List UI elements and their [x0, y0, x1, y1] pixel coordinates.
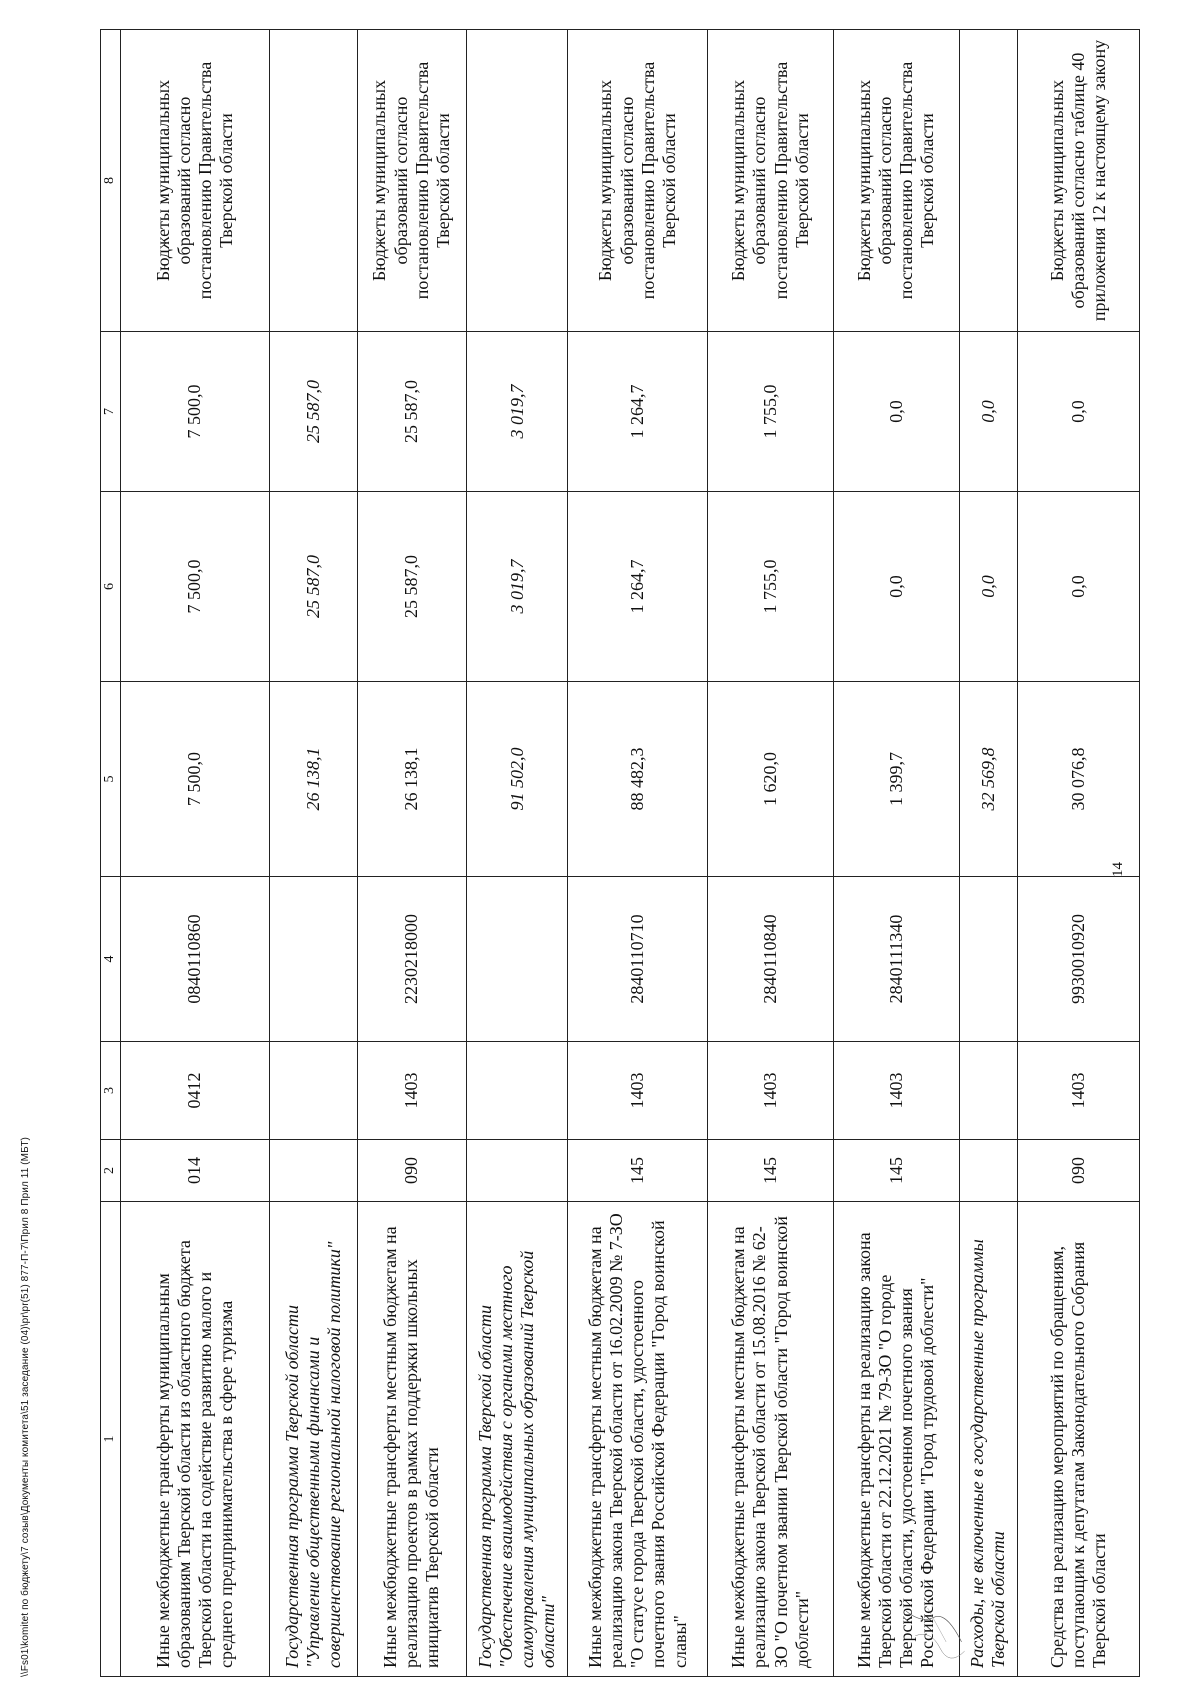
row-target-code: 9930010920 — [1018, 877, 1140, 1042]
row-amount-1: 91 502,0 — [467, 682, 568, 877]
row-recipient: Бюджеты муниципальных образований согласно постановлению Правительства Тверской области — [833, 30, 959, 332]
row-amount-3: 1 755,0 — [708, 332, 834, 492]
row-section-code — [270, 1042, 357, 1140]
row-ministry-code: 014 — [120, 1140, 270, 1202]
row-section-code — [959, 1042, 1018, 1140]
row-amount-3: 3 019,7 — [467, 332, 568, 492]
row-description: Средства на реализацию мероприятий по обращениям, поступающим к депутатам Законодательного Собрания Тверской области — [1018, 1202, 1140, 1677]
row-recipient: Бюджеты муниципальных образований согласно постановлению Правительства Тверской области — [120, 30, 270, 332]
row-amount-3: 7 500,0 — [120, 332, 270, 492]
row-ministry-code: 145 — [833, 1140, 959, 1202]
table-row — [357, 30, 466, 1677]
row-section-code: 1403 — [708, 1042, 834, 1140]
row-amount-3: 25 587,0 — [270, 332, 357, 492]
row-target-code: 2230218000 — [357, 877, 466, 1042]
col-header-2: 2 — [101, 1140, 121, 1202]
row-amount-2: 1 755,0 — [708, 492, 834, 682]
table-row — [708, 30, 834, 1677]
row-ministry-code — [467, 1140, 568, 1202]
row-recipient: Бюджеты муниципальных образований согласно таблице 40 приложения 12 к настоящему закону — [1018, 30, 1140, 332]
row-ministry-code: 145 — [708, 1140, 834, 1202]
row-description: Государственная программа Тверской области "Обеспечение взаимодействия с органами местного самоуправления муниципальных образований Тверской области" — [467, 1202, 568, 1677]
row-recipient: Бюджеты муниципальных образований согласно постановлению Правительства Тверской области — [708, 30, 834, 332]
row-amount-2: 1 264,7 — [568, 492, 708, 682]
header-row — [101, 30, 121, 1677]
row-ministry-code — [959, 1140, 1018, 1202]
row-target-code: 0840110860 — [120, 877, 270, 1042]
row-description: Иные межбюджетные трансферты местным бюджетам на реализацию закона Тверской области от 15.08.2016 № 62-ЗО "О почетном звании Тверской области "Город воинской доблести" — [708, 1202, 834, 1677]
page-number: 14 — [1110, 862, 1126, 877]
row-amount-2: 0,0 — [959, 492, 1018, 682]
row-target-code — [270, 877, 357, 1042]
row-amount-1: 26 138,1 — [270, 682, 357, 877]
col-header-4: 4 — [101, 877, 121, 1042]
row-amount-2: 7 500,0 — [120, 492, 270, 682]
row-amount-2: 0,0 — [1018, 492, 1140, 682]
table-row — [959, 30, 1018, 1677]
row-ministry-code: 145 — [568, 1140, 708, 1202]
row-description: Государственная программа Тверской области "Управление общественными финансами и совершенствование региональной налоговой политики" — [270, 1202, 357, 1677]
row-target-code — [959, 877, 1018, 1042]
row-amount-1: 7 500,0 — [120, 682, 270, 877]
budget-table — [100, 29, 1140, 1677]
row-amount-1: 1 620,0 — [708, 682, 834, 877]
row-amount-2: 3 019,7 — [467, 492, 568, 682]
table-row — [568, 30, 708, 1677]
row-recipient — [959, 30, 1018, 332]
row-description: Иные межбюджетные трансферты муниципальным образованиям Тверской области из областного бюджета Тверской области на содействие развитию малого и среднего предпринимательства в сфере туризма — [120, 1202, 270, 1677]
row-amount-3: 0,0 — [833, 332, 959, 492]
row-ministry-code: 090 — [357, 1140, 466, 1202]
col-header-6: 6 — [101, 492, 121, 682]
row-section-code: 1403 — [357, 1042, 466, 1140]
row-section-code: 1403 — [568, 1042, 708, 1140]
row-amount-1: 88 482,3 — [568, 682, 708, 877]
row-description: Иные межбюджетные трансферты местным бюджетам на реализацию закона Тверской области от 16.02.2009 № 7-ЗО "О статусе города Тверской области, удостоенного почетного звания Российской Федерации "Город воинской славы" — [568, 1202, 708, 1677]
row-target-code: 2840110710 — [568, 877, 708, 1042]
row-description: Расходы, не включенные в государственные программы Тверской области — [959, 1202, 1018, 1677]
row-ministry-code — [270, 1140, 357, 1202]
row-amount-3: 25 587,0 — [357, 332, 466, 492]
row-amount-3: 0,0 — [1018, 332, 1140, 492]
row-ministry-code: 090 — [1018, 1140, 1140, 1202]
row-recipient: Бюджеты муниципальных образований согласно постановлению Правительства Тверской области — [568, 30, 708, 332]
row-amount-2: 25 587,0 — [270, 492, 357, 682]
table-row — [833, 30, 959, 1677]
col-header-1: 1 — [101, 1202, 121, 1677]
row-amount-1: 30 076,8 — [1018, 682, 1140, 877]
row-section-code — [467, 1042, 568, 1140]
row-amount-1: 32 569,8 — [959, 682, 1018, 877]
row-amount-2: 25 587,0 — [357, 492, 466, 682]
col-header-8: 8 — [101, 30, 121, 332]
row-target-code — [467, 877, 568, 1042]
table-row — [120, 30, 270, 1677]
col-header-3: 3 — [101, 1042, 121, 1140]
row-description: Иные межбюджетные трансферты на реализацию закона Тверской области от 22.12.2021 № 79-ЗО "О городе Тверской области, удостоенном почетного звания Российской Федерации "Город трудовой доблести" — [833, 1202, 959, 1677]
table-row — [270, 30, 357, 1677]
row-section-code: 0412 — [120, 1042, 270, 1140]
col-header-7: 7 — [101, 332, 121, 492]
table-row — [467, 30, 568, 1677]
row-description: Иные межбюджетные трансферты местным бюджетам на реализацию проектов в рамках поддержки школьных инициатив Тверской области — [357, 1202, 466, 1677]
col-header-5: 5 — [101, 682, 121, 877]
pen-scribble — [880, 1605, 1000, 1685]
row-section-code: 1403 — [833, 1042, 959, 1140]
row-recipient: Бюджеты муниципальных образований согласно постановлению Правительства Тверской области — [357, 30, 466, 332]
row-amount-1: 26 138,1 — [357, 682, 466, 877]
row-recipient — [270, 30, 357, 332]
row-amount-1: 1 399,7 — [833, 682, 959, 877]
row-section-code: 1403 — [1018, 1042, 1140, 1140]
table-row — [1018, 30, 1140, 1677]
file-path-footer: \\Fs01\komitet по бюджету\7 созыв\Документы комитета\51 заседание (04)\pr\pr(51) 877-П-7\Прил 8 Прил 11 (МБТ) — [20, 1137, 31, 1677]
row-amount-2: 0,0 — [833, 492, 959, 682]
row-recipient — [467, 30, 568, 332]
row-amount-3: 0,0 — [959, 332, 1018, 492]
row-target-code: 2840111340 — [833, 877, 959, 1042]
row-target-code: 2840110840 — [708, 877, 834, 1042]
row-amount-3: 1 264,7 — [568, 332, 708, 492]
